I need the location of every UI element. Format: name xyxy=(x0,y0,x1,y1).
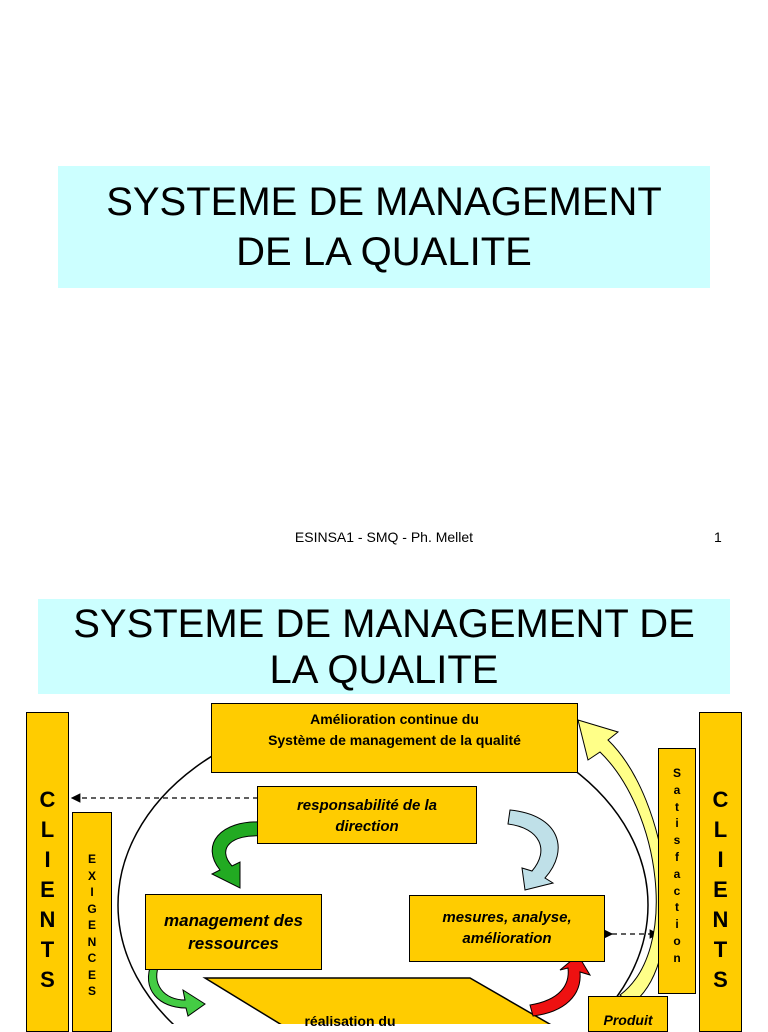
clients-right-letter: N xyxy=(712,907,729,932)
exigences-letter: X xyxy=(87,868,96,883)
clients-right-letter: S xyxy=(713,967,728,992)
exigences-letter: G xyxy=(87,901,97,916)
satisfaction-letter: t xyxy=(675,799,679,814)
responsabilite-box xyxy=(257,786,477,844)
slide1-title-line2: DE LA QUALITE xyxy=(236,230,532,274)
satisfaction-letter: o xyxy=(673,933,681,948)
satisfaction-letter: i xyxy=(675,816,679,831)
realisation-label: réalisation du xyxy=(304,1013,396,1029)
responsabilite-line2: direction xyxy=(335,818,399,835)
red-curved-arrow-icon xyxy=(530,955,590,1016)
satisfaction-letter: a xyxy=(673,782,681,797)
amelioration-box xyxy=(211,703,578,773)
satisfaction-letter: c xyxy=(673,883,681,898)
mesures-box xyxy=(409,895,605,962)
satisfaction-box xyxy=(658,748,696,994)
exigences-letter: S xyxy=(87,984,96,998)
exigences-letter: E xyxy=(87,918,96,932)
satisfaction-letter: i xyxy=(675,917,679,932)
management-line2: ressources xyxy=(188,934,279,953)
clients-left-box xyxy=(26,712,69,1032)
slide1-title-line1: SYSTEME DE MANAGEMENT xyxy=(106,180,662,224)
clients-right-box xyxy=(699,712,742,1032)
mesures-line1: mesures, analyse, xyxy=(442,909,572,926)
slide1-page-number: 1 xyxy=(714,529,722,545)
satisfaction-letter: f xyxy=(675,849,679,864)
satisfaction-letter: n xyxy=(673,950,681,965)
exigences-letter: C xyxy=(87,951,97,965)
amelioration-line2: Système de management de la qualité xyxy=(268,732,521,748)
green-curved-arrow-icon xyxy=(212,822,262,888)
clients-left-letter: N xyxy=(39,907,56,932)
slide1-footer: ESINSA1 - SMQ - Ph. Mellet xyxy=(294,529,474,545)
clients-left-letter: E xyxy=(40,877,55,902)
satisfaction-letter: t xyxy=(675,900,679,915)
produit-label: Produit xyxy=(603,1012,653,1028)
blue-curved-arrow-icon xyxy=(508,810,558,890)
clients-left-letter: L xyxy=(40,817,55,842)
satisfaction-letter: s xyxy=(673,833,681,848)
satisfaction-letter: a xyxy=(673,866,681,881)
clients-right-letter: T xyxy=(713,937,728,962)
exigences-letter: E xyxy=(87,967,96,982)
clients-left-letter: C xyxy=(39,787,56,812)
satisfaction-letter: S xyxy=(672,766,681,780)
clients-left-letter: T xyxy=(40,937,55,962)
clients-right-letter: C xyxy=(712,787,729,812)
amelioration-line1: Amélioration continue du xyxy=(310,711,479,727)
responsabilite-line1: responsabilité de la xyxy=(296,797,438,814)
exigences-box xyxy=(72,812,112,1032)
exigences-letter: E xyxy=(87,852,96,866)
management-box xyxy=(145,894,322,970)
slide2-title-line2: LA QUALITE xyxy=(269,648,499,692)
management-line1: management des xyxy=(164,911,303,930)
clients-right-letter: L xyxy=(713,817,728,842)
clients-right-letter: I xyxy=(717,847,724,872)
exigences-letter: I xyxy=(90,885,94,899)
slide2-title-line1: SYSTEME DE MANAGEMENT DE xyxy=(73,602,695,646)
mesures-line2: amélioration xyxy=(462,930,552,947)
clients-left-letter: I xyxy=(44,847,51,872)
produit-box xyxy=(588,996,668,1032)
clients-left-letter: S xyxy=(40,967,55,992)
clients-right-letter: E xyxy=(713,877,728,902)
exigences-letter: N xyxy=(87,934,97,949)
